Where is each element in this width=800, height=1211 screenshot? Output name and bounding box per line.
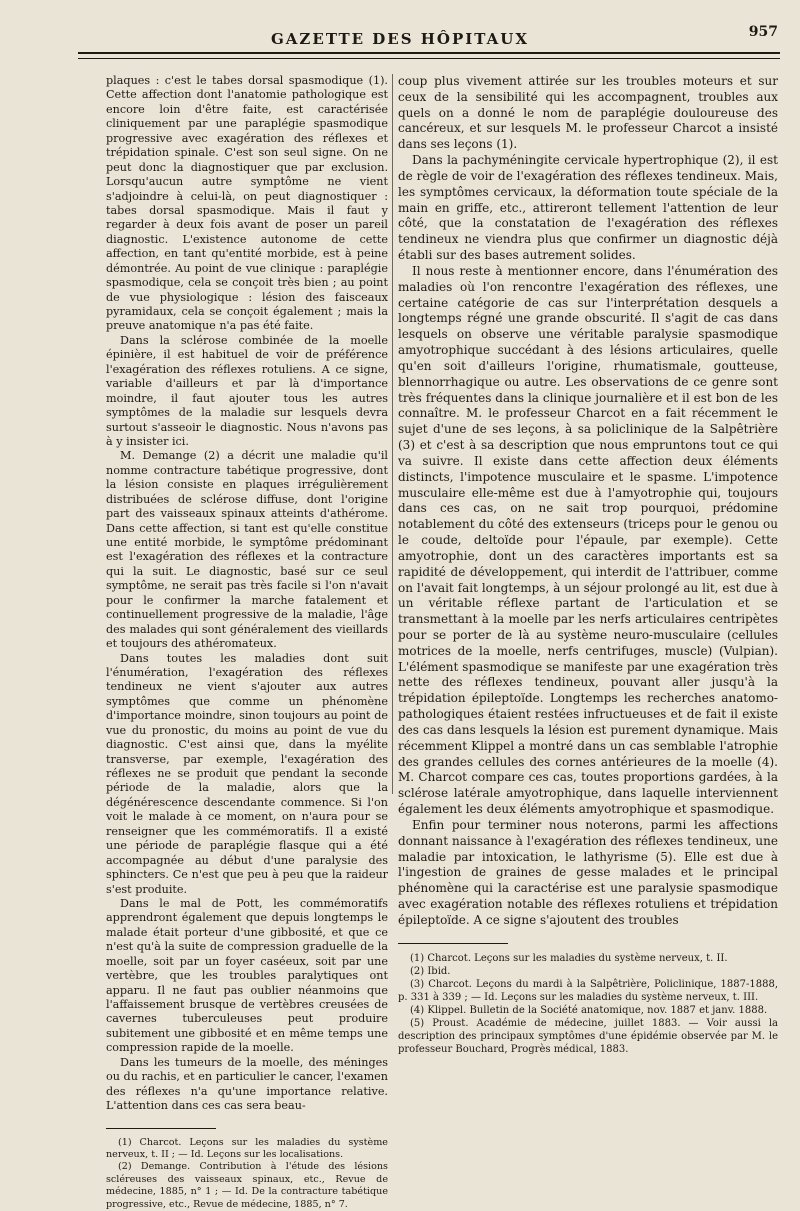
page-number: 957 xyxy=(749,24,778,40)
footnote: (3) Charcot. Leçons du mardi à la Salpêtrière, Policlinique, 1887-1888, p. 331 à 339 ; — Id. Leçons sur les maladies du système nerveux, t. III. xyxy=(398,978,778,1004)
paragraph: coup plus vivement attirée sur les troubles moteurs et sur ceux de la sensibilité qui les accompagnent, troubles aux quels on a donné le nom de paraplégie douloureuse des cancéreux, et sur lesquels M. le professeur Charcot a insisté dans ses leçons (1). xyxy=(398,74,778,153)
paragraph: Il nous reste à mentionner encore, dans l'énumération des maladies où l'on rencontre l'exagération des réflexes, une certaine catégorie de cas sur l'interprétation desquels a longtemps régné une grande obscurité. Il s'agit de cas dans lesquels on observe une véritable paralysie spasmodique amyotrophique succédant à des lésions articulaires, quelle qu'en soit d'ailleurs l'origine, rhumatismale, goutteuse, blennorrhagique ou autre. Les observations de ce genre sont très fréquentes dans la clinique journalière et il est bon de les connaître. M. le professeur Charcot en a fait récemment le sujet d'une de ses leçons, à sa policlinique de la Salpêtrière (3) et c'est à sa description que nous empruntons tout ce qui va suivre. Il existe dans cette affection deux éléments distincts, l'impotence musculaire et le spasme. L'impotence musculaire elle-même est due à l'amyotrophie qui, toujours dans ces cas, on ne sait trop pourquoi, prédomine notablement du côté des extenseurs (triceps pour le genou ou le coude, deltoïde pour l'épaule, par exemple). Cette amyotrophie, dont un des caractères importants est sa rapidité de développement, qui interdit de l'attribuer, comme on l'avait fait longtemps, à un séjour prolongé au lit, est due à un véritable réflexe partant de l'articulation et se transmettant à la moelle par les nerfs articulaires centripètes pour se porter de là au système neuro-musculaire (cellules motrices de la moelle, nerfs centrifuges, muscle) (Vulpian). L'élément spasmodique se manifeste par une exagération très nette des réflexes tendineux, pouvant aller jusqu'à la trépidation épileptoïde. Longtemps les recherches anatomo-pathologiques étaient restées infructueuses et de fait il existe des cas dans lesquels la lésion est purement dynamique. Mais récemment Klippel a montré dans un cas semblable l'atrophie des grandes cellules des cornes antérieures de la moelle (4). M. Charcot compare ces cas, toutes proportions gardées, à la sclérose latérale amyotrophique, dans laquelle interviennent également les deux éléments amyotrophique et spasmodique. xyxy=(398,264,778,818)
paragraph: Dans la sclérose combinée de la moelle épinière, il est habituel de voir de préférence l'exagération des réflexes rotuliens. A ce signe, variable d'ailleurs et par là d'importance moindre, il faut ajouter tous les autres symptômes de la maladie sur lesquels devra surtout s'asseoir le diagnostic. Nous n'avons pas à y insister ici. xyxy=(106,334,388,450)
paragraph: plaques : c'est le tabes dorsal spasmodique (1). Cette affection dont l'anatomie pathologique est encore loin d'être faite, est caractérisée cliniquement par une paraplégie spasmodique progressive avec exagération des réflexes et trépidation spinale. C'est son seul signe. On ne peut donc la diagnostiquer que par exclusion. Lorsqu'aucun autre symptôme ne vient s'adjoindre à celui-là, on peut diagnostiquer : tabes dorsal spasmodique. Mais il faut y regarder à deux fois avant de poser un pareil diagnostic. L'existence autonome de cette affection, en tant qu'entité morbide, est à peine démontrée. Au point de vue clinique : paraplégie spasmodique, cela se conçoit très bien ; au point de vue physiologique : lésion des faisceaux pyramidaux, cela se conçoit également ; mais la preuve anatomique n'a pas été faite. xyxy=(106,74,388,334)
paragraph: M. Demange (2) a décrit une maladie qu'il nomme contracture tabétique progressive, dont la lésion consiste en plaques irrégulièrement distribuées de sclérose diffuse, dont l'origine part des vaisseaux spinaux atteints d'athérome. Dans cette affection, si tant est qu'elle constitue une entité morbide, le symptôme prédominant est l'exagération des réflexes et la contracture qui la suit. Le diagnostic, basé sur ce seul symptôme, ne serait pas très facile si l'on n'avait pour le confirmer la marche fatalement et continuellement progressive de la maladie, l'âge des malades qui sont généralement des vieillards et toujours des athéromateux. xyxy=(106,449,388,651)
footnote: (1) Charcot. Leçons sur les maladies du système nerveux, t. II. xyxy=(398,952,778,965)
left-column xyxy=(106,74,388,1211)
left-footnotes xyxy=(106,1137,388,1211)
paragraph: Dans la pachyméningite cervicale hypertrophique (2), il est de règle de voir de l'exagération des réflexes tendineux. Mais, les symptômes cervicaux, la déformation toute spéciale de la main en griffe, etc., attireront tellement l'attention de leur côté, que la constatation de l'exagération des réflexes tendineux ne viendra plus que confirmer un diagnostic déjà établi sur des bases autrement solides. xyxy=(398,153,778,264)
footnote-rule xyxy=(106,1128,216,1129)
footnote: (4) Klippel. Bulletin de la Société anatomique, nov. 1887 et janv. 1888. xyxy=(398,1004,778,1017)
footnote: (2) Ibid. xyxy=(398,965,778,978)
footnote-rule xyxy=(398,943,508,944)
footnote: (5) Proust. Académie de médecine, juillet 1883. — Voir aussi la description des principaux symptômes d'une épidémie observée par M. le professeur Bouchard, Progrès médical, 1883. xyxy=(398,1017,778,1056)
right-column-body xyxy=(398,74,778,929)
paragraph: Dans le mal de Pott, les commémoratifs apprendront également que depuis longtemps le malade était porteur d'une gibbosité, et que ce n'est qu'à la suite de compression graduelle de la moelle, soit par un foyer caséeux, soit par une vertèbre, que les troubles paralytiques ont apparu. Il ne faut pas oublier néanmoins que l'affaissement brusque de vertèbres creusées de cavernes tuberculeuses peut produire subitement une gibbosité et en même temps une compression rapide de la moelle. xyxy=(106,897,388,1056)
header-rule xyxy=(78,52,780,59)
right-footnotes xyxy=(398,952,778,1056)
paragraph: Dans toutes les maladies dont suit l'énumération, l'exagération des réflexes tendineux ne vient s'ajouter aux autres symptômes que comme un phénomène d'importance moindre, sinon toujours au point de vue du pronostic, du moins au point de vue du diagnostic. C'est ainsi que, dans la myélite transverse, par exemple, l'exagération des réflexes ne se produit que pendant la seconde période de la maladie, alors que la dégénérescence descendante commence. Si l'on voit le malade à ce moment, on n'aura pour se renseigner que les commémoratifs. Il a existé une période de paraplégie flasque qui a été accompagnée au début d'une paralysie des sphincters. Ce n'est que peu à peu que la raideur s'est produite. xyxy=(106,652,388,897)
paragraph: Enfin pour terminer nous noterons, parmi les affections donnant naissance à l'exagération des réflexes tendineux, une maladie par intoxication, le lathyrisme (5). Elle est due à l'ingestion de graines de gesse malades et le principal phénomène qui la caractérise est une paralysie spasmodique avec exagération notable des réflexes rotuliens et trépidation épileptoïde. A ce signe s'ajoutent des troubles xyxy=(398,818,778,929)
running-header-title: GAZETTE DES HÔPITAUX xyxy=(0,30,800,48)
left-column-body xyxy=(106,74,388,1114)
footnote: (1) Charcot. Leçons sur les maladies du système nerveux, t. II ; — Id. Leçons sur les localisations. xyxy=(106,1137,388,1162)
column-divider xyxy=(392,74,393,794)
right-column xyxy=(398,74,778,1056)
paragraph: Dans les tumeurs de la moelle, des méninges ou du rachis, et en particulier le cancer, l'examen des réflexes n'a qu'une importance relative. L'attention dans ces cas sera beau- xyxy=(106,1056,388,1114)
footnote: (2) Demange. Contribution à l'étude des lésions scléreuses des vaisseaux spinaux, etc., Revue de médecine, 1885, n° 1 ; — Id. De la contracture tabétique progressive, etc., Revue de médecine, 1885, n° 7. xyxy=(106,1161,388,1211)
